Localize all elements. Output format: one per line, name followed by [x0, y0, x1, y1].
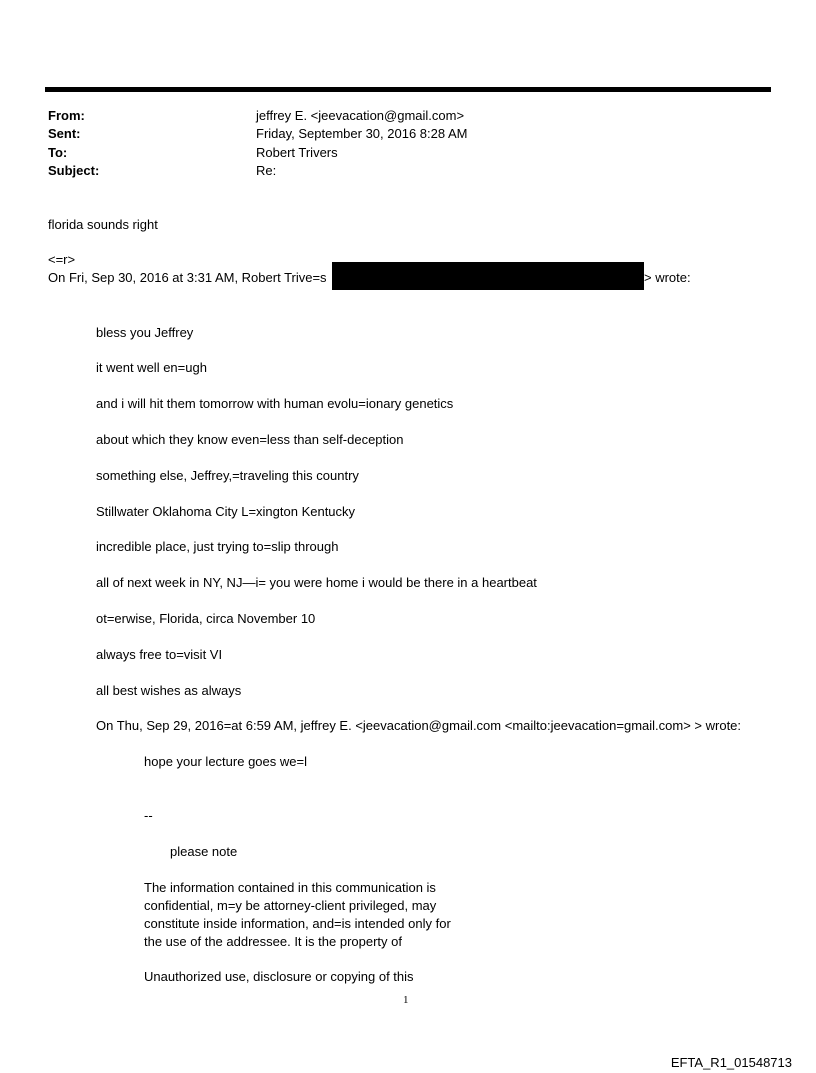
- inner-quote-intro: On Thu, Sep 29, 2016=at 6:59 AM, jeffrey E. <jeevacation@gmail.com <mailto:jeevacation=gmail.com> > wrote:: [96, 718, 742, 733]
- quoted-line: and i will hit them tomorrow with human evolu=ionary genetics: [96, 396, 454, 411]
- redaction-box: [332, 262, 644, 290]
- to-value: Robert Trivers: [256, 145, 338, 160]
- quoted-line: Stillwater Oklahoma City L=xington Kentucky: [96, 504, 356, 519]
- from-value: jeffrey E. <jeevacation@gmail.com>: [256, 108, 465, 123]
- quoted-line: about which they know even=less than self-deception: [96, 432, 404, 447]
- disclaimer-line: confidential, m=y be attorney-client privileged, may: [144, 898, 437, 913]
- sent-value: Friday, September 30, 2016 8:28 AM: [256, 126, 468, 141]
- quoted-line: bless you Jeffrey: [96, 325, 194, 340]
- disclaimer-line: constitute inside information, and=is intended only for: [144, 916, 451, 931]
- quoted-line: all best wishes as always: [96, 683, 242, 698]
- header-rule: [45, 87, 771, 92]
- disclaimer-line: the use of the addressee. It is the property of: [144, 934, 402, 949]
- inner-message-text: hope your lecture goes we=l: [144, 754, 307, 769]
- please-note: please note: [170, 844, 238, 859]
- sent-label: Sent:: [48, 126, 81, 141]
- disclaimer-line: The information contained in this communication is: [144, 880, 436, 895]
- unauthorized-line: Unauthorized use, disclosure or copying of this: [144, 969, 414, 984]
- page-number: 1: [403, 994, 409, 1006]
- quoted-line: always free to=visit VI: [96, 647, 223, 662]
- to-label: To:: [48, 145, 68, 160]
- reply-text: florida sounds right: [48, 217, 158, 232]
- quoted-line: it went well en=ugh: [96, 360, 207, 375]
- quoted-line: something else, Jeffrey,=traveling this country: [96, 468, 359, 483]
- reply-marker: <=r>: [48, 252, 76, 267]
- quote-intro-end: > wrote:: [644, 270, 691, 285]
- subject-label: Subject:: [48, 163, 100, 178]
- signature-separator: --: [144, 808, 153, 823]
- subject-value: Re:: [256, 163, 277, 178]
- quote-intro-start: On Fri, Sep 30, 2016 at 3:31 AM, Robert Trive=s: [48, 270, 327, 285]
- document-id: EFTA_R1_01548713: [670, 1055, 792, 1070]
- quoted-line: incredible place, just trying to=slip through: [96, 539, 339, 554]
- quoted-line: ot=erwise, Florida, circa November 10: [96, 611, 316, 626]
- quoted-line: all of next week in NY, NJ—i= you were home i would be there in a heartbeat: [96, 575, 537, 590]
- from-label: From:: [48, 108, 85, 123]
